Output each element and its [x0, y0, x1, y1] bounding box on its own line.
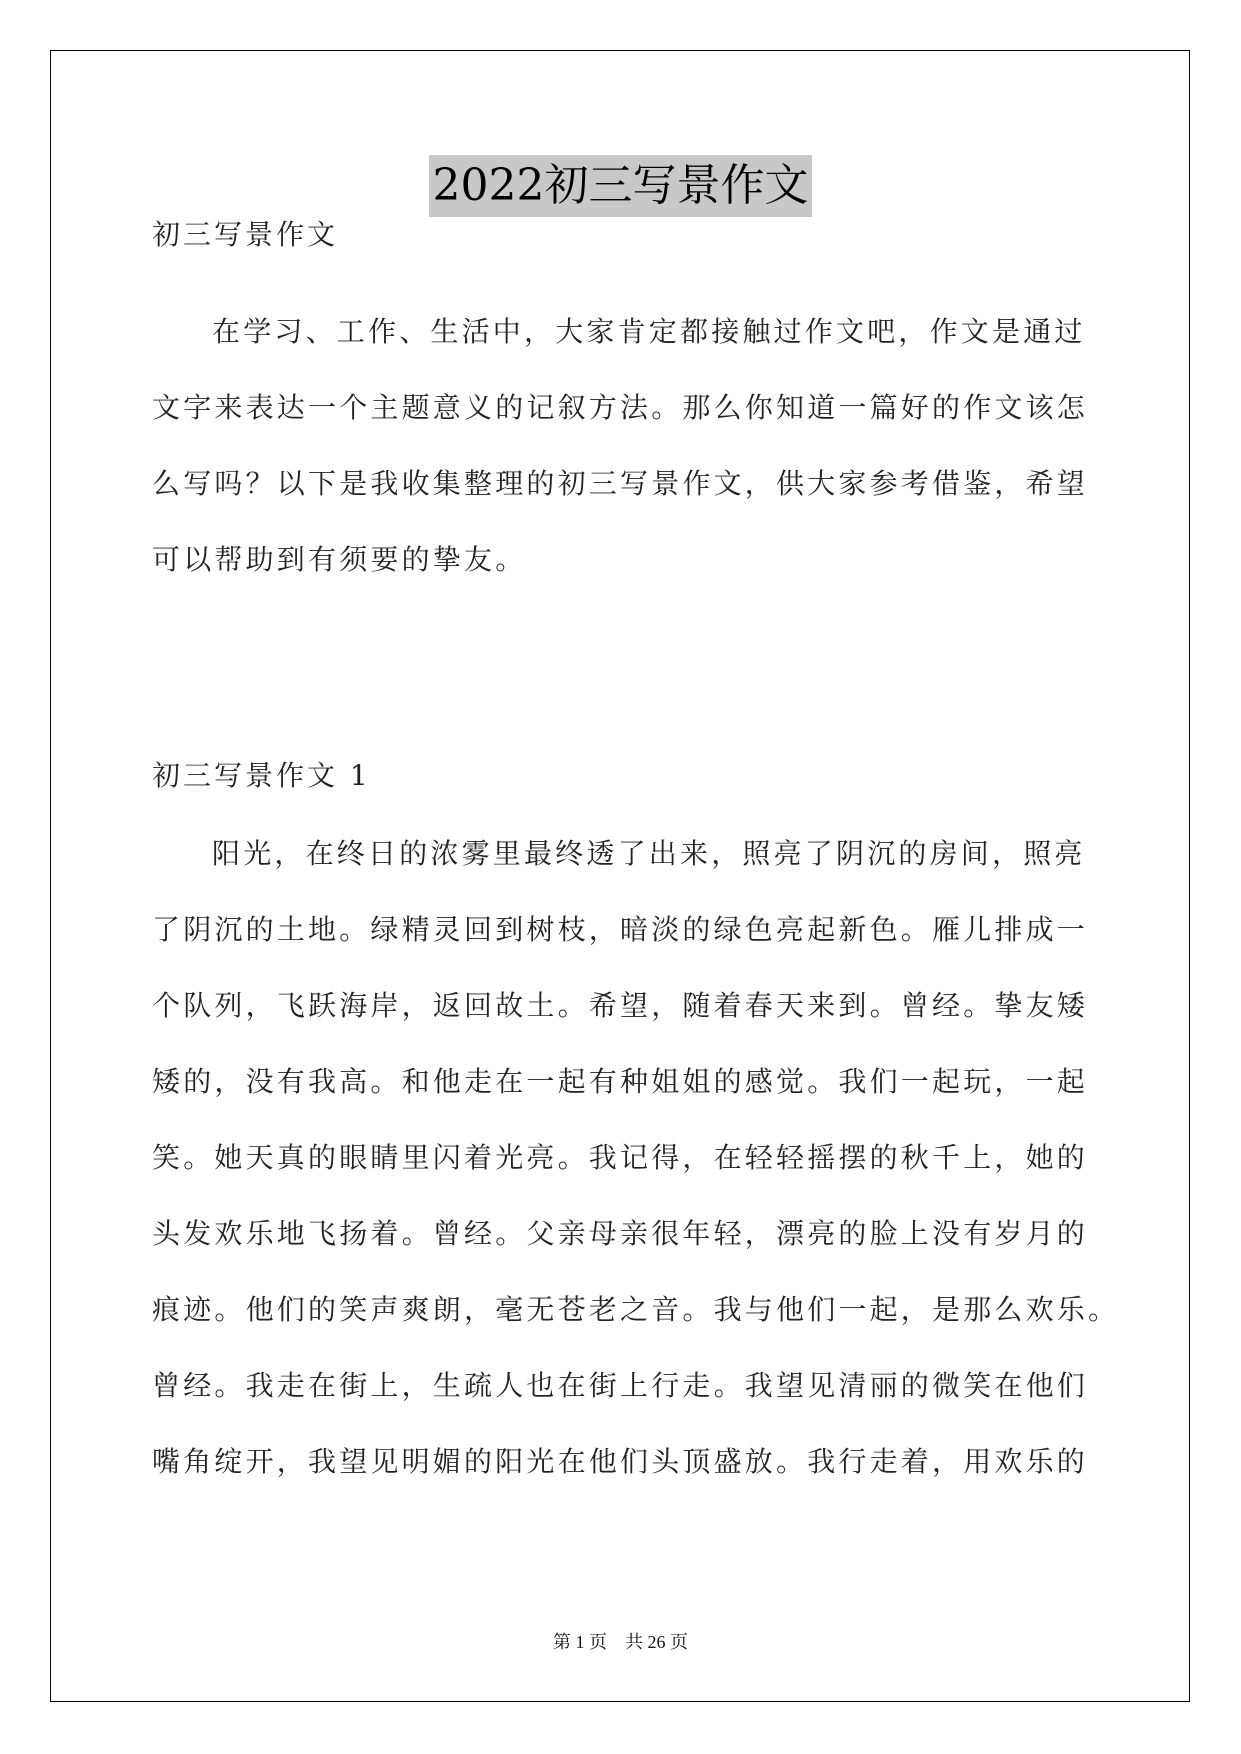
paragraph-line: 可以帮助到有须要的挚友。: [152, 543, 527, 576]
document-title: 2022初三写景作文: [429, 155, 813, 217]
section1-heading: 初三写景作文 1: [152, 759, 371, 792]
paragraph-line: 阳光，在终日的浓雾里最终透了出来，照亮了阴沉的房间，照亮: [212, 837, 1086, 870]
paragraph-line: 矮的，没有我高。和他走在一起有种姐姐的感觉。我们一起玩，一起: [152, 1065, 1089, 1098]
paragraph-line: 在学习、工作、生活中，大家肯定都接触过作文吧，作文是通过: [212, 315, 1086, 348]
title-container: [0, 155, 1241, 217]
paragraph-line: 嘴角绽开，我望见明媚的阳光在他们头顶盛放。我行走着，用欢乐的: [152, 1445, 1089, 1478]
paragraph-line: 个队列，飞跃海岸，返回故土。希望，随着春天来到。曾经。挚友矮: [152, 989, 1089, 1022]
intro-heading: 初三写景作文: [152, 218, 339, 251]
paragraph-line: 么写吗？以下是我收集整理的初三写景作文，供大家参考借鉴，希望: [152, 467, 1089, 500]
paragraph-line: 头发欢乐地飞扬着。曾经。父亲母亲很年轻，漂亮的脸上没有岁月的: [152, 1217, 1089, 1250]
paragraph-line: 笑。她天真的眼睛里闪着光亮。我记得，在轻轻摇摆的秋千上，她的: [152, 1141, 1089, 1174]
paragraph-line: 痕迹。他们的笑声爽朗，毫无苍老之音。我与他们一起，是那么欢乐。: [152, 1293, 1120, 1326]
paragraph-line: 文字来表达一个主题意义的记叙方法。那么你知道一篇好的作文该怎: [152, 391, 1089, 424]
paragraph-line: 了阴沉的土地。绿精灵回到树枝，暗淡的绿色亮起新色。雁儿排成一: [152, 913, 1089, 946]
paragraph-line: 曾经。我走在街上，生疏人也在街上行走。我望见清丽的微笑在他们: [152, 1369, 1089, 1402]
page-footer: 第 1 页 共 26 页: [553, 1632, 688, 1652]
